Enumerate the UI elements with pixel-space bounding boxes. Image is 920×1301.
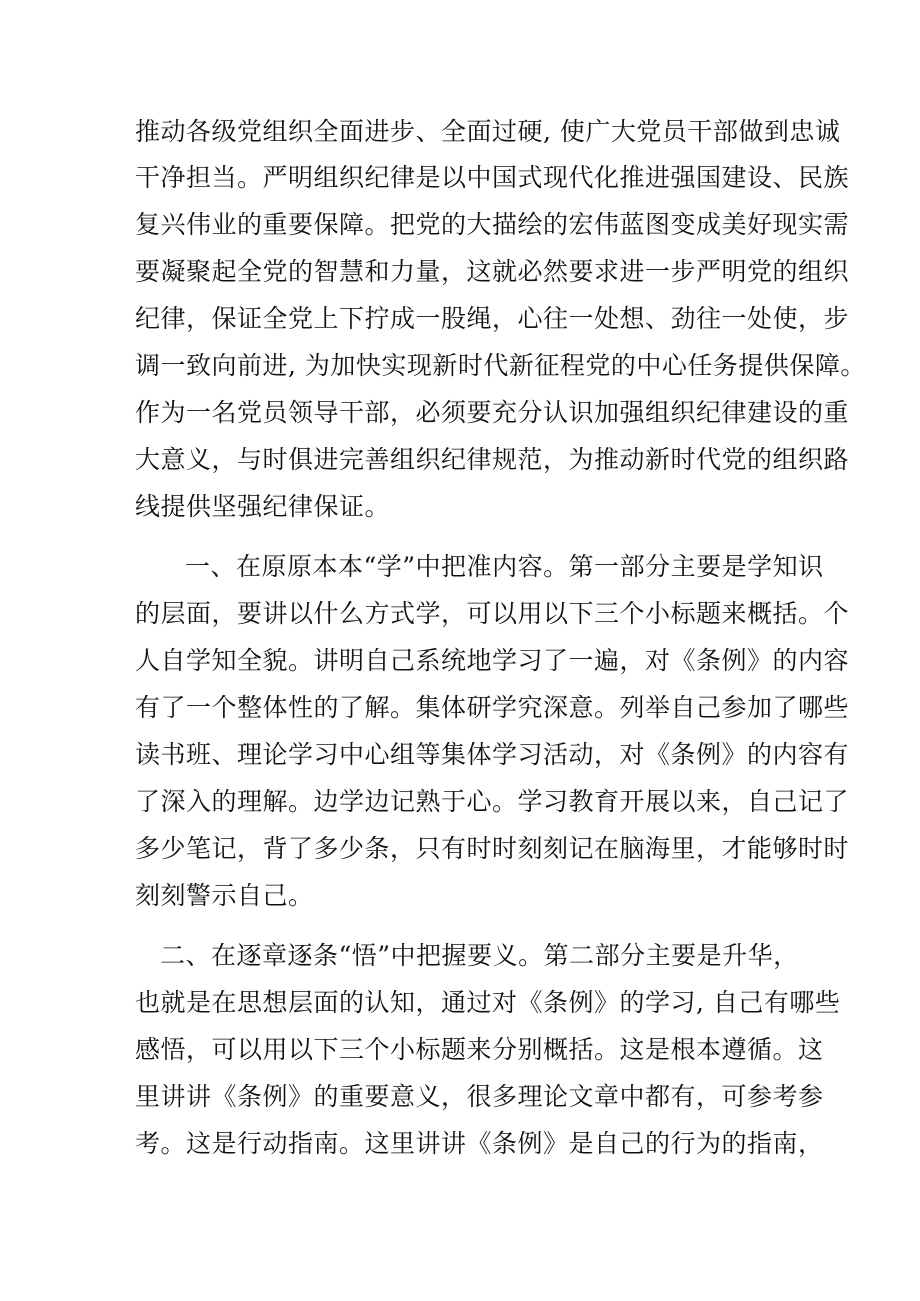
text-line: 复兴伟业的重要保障。把党的大描绘的宏伟蓝图变成美好现实需: [135, 210, 850, 239]
text-line: 一、在原原本本“学”中把准内容。第一部分主要是学知识: [185, 552, 824, 581]
text-line: 大意义，与时俱进完善组织纪律规范，为推动新时代党的组织路: [135, 445, 850, 474]
text-line: 的层面，要讲以什么方式学，可以用以下三个小标题来概括。个: [135, 599, 850, 628]
text-line: 多少笔记，背了多少条，只有时时刻刻记在脑海里，才能够时时: [135, 834, 850, 863]
text-line: 要凝聚起全党的智慧和力量，这就必然要求进一步严明党的组织: [135, 257, 850, 286]
text-line: 纪律，保证全党上下拧成一股绳，心往一处想、劲往一处使，步: [135, 304, 850, 333]
text-line: 感悟，可以用以下三个小标题来分别概括。这是根本遵循。这: [135, 1035, 824, 1064]
text-line: 里讲讲《条例》的重要意义，很多理论文章中都有，可参考参: [135, 1082, 824, 1111]
text-line: 考。这是行动指南。这里讲讲《条例》是自己的行为的指南，: [135, 1129, 824, 1158]
text-line: 推动各级党组织全面进步、全面过硬, 使广大党员干部做到忠诚: [135, 117, 841, 146]
text-line: 线提供坚强纪律保证。: [135, 492, 391, 521]
text-line: 干净担当。严明组织纪律是以中国式现代化推进强国建设、民族: [135, 163, 850, 192]
text-line: 读书班、理论学习中心组等集体学习活动，对《条例》的内容有: [135, 740, 850, 769]
text-line: 有了一个整体性的了解。集体研学究深意。列举自己参加了哪些: [135, 693, 850, 722]
text-line: 也就是在思想层面的认知，通过对《条例》的学习, 自己有哪些: [135, 988, 841, 1017]
text-line: 调一致向前进, 为加快实现新时代新征程党的中心任务提供保障。: [135, 351, 866, 380]
text-line: 刻刻警示自己。: [135, 881, 314, 910]
text-line: 作为一名党员领导干部，必须要充分认识加强组织纪律建设的重: [135, 398, 850, 427]
text-line: 了深入的理解。边学边记熟于心。学习教育开展以来，自己记了: [135, 787, 850, 816]
text-line: 二、在逐章逐条“悟”中把握要义。第二部分主要是升华，: [160, 941, 799, 970]
text-line: 人自学知全貌。讲明自己系统地学习了一遍，对《条例》的内容: [135, 646, 850, 675]
